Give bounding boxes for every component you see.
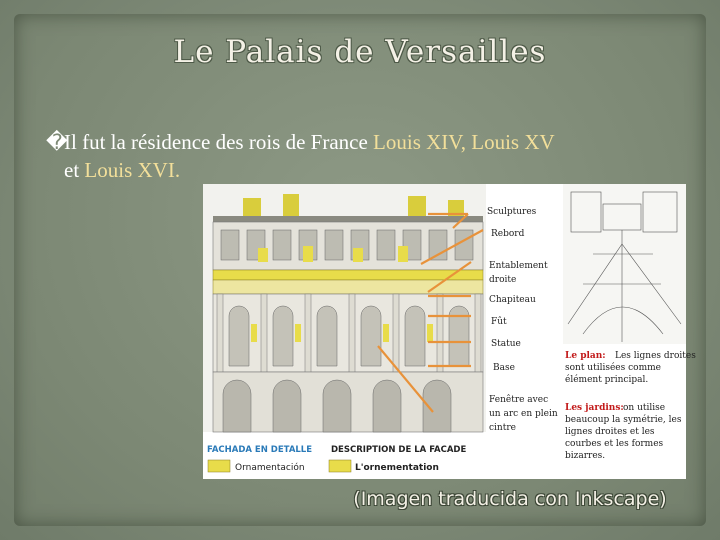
slide-title: Le Palais de Versailles: [173, 34, 547, 70]
note-plan-title: Le plan:: [565, 351, 606, 361]
legend-swatch-right: [329, 460, 351, 472]
label-entablement: Entablement: [489, 261, 548, 271]
note-jardins-2: beaucoup la symétrie, les: [565, 415, 682, 425]
label-statue: Statue: [491, 339, 521, 349]
label-fenetre-3: cintre: [489, 423, 516, 433]
image-caption: (Imagen traducida con Inkscape): [353, 488, 667, 510]
facade-illustration: [203, 184, 696, 479]
note-jardins-title: Les jardins:: [565, 403, 624, 413]
note-jardins-3: lignes droites et les: [565, 427, 655, 437]
note-jardins-4: courbes et les formes: [565, 439, 664, 449]
note-plan-2: sont utilisées comme: [565, 363, 661, 373]
label-fenetre-1: Fenêtre avec: [489, 395, 549, 405]
note-jardins-5: bizarres.: [565, 451, 606, 461]
legend-ornamentacion: Ornamentación: [235, 463, 305, 473]
label-rebord: Rebord: [491, 229, 525, 239]
plan-diagram-bg: [563, 184, 686, 344]
label-chapiteau: Chapiteau: [489, 295, 536, 305]
legend-fachada: FACHADA EN DETALLE: [207, 445, 313, 455]
facade-figure: [203, 184, 696, 479]
bullet-text-before: Il fut la résidence des rois de France: [64, 130, 374, 154]
note-jardins-1: on utilise: [623, 403, 666, 413]
bullet-paragraph: [46, 128, 696, 184]
note-plan-1: Les lignes droites: [615, 351, 696, 361]
entablature-band: [213, 270, 483, 280]
bullet-highlight-kings: Louis XIV, Louis XV: [373, 130, 555, 154]
bullet-highlight-louis-xvi: Louis XVI.: [84, 158, 181, 182]
note-plan-3: élément principal.: [565, 375, 649, 385]
bullet-glyph: �: [46, 130, 68, 154]
label-base: Base: [493, 363, 515, 373]
label-entablement-droite: droite: [489, 275, 517, 285]
label-sculptures: Sculptures: [487, 207, 537, 217]
label-fenetre-2: un arc en plein: [489, 409, 558, 419]
legend-ornementation: L'ornementation: [355, 463, 439, 473]
label-fut: Fût: [491, 317, 507, 327]
legend-swatch-left: [208, 460, 230, 472]
bullet-text-after: et: [64, 158, 85, 182]
attic-cornice: [213, 216, 483, 222]
legend-description: DESCRIPTION DE LA FACADE: [331, 445, 467, 455]
